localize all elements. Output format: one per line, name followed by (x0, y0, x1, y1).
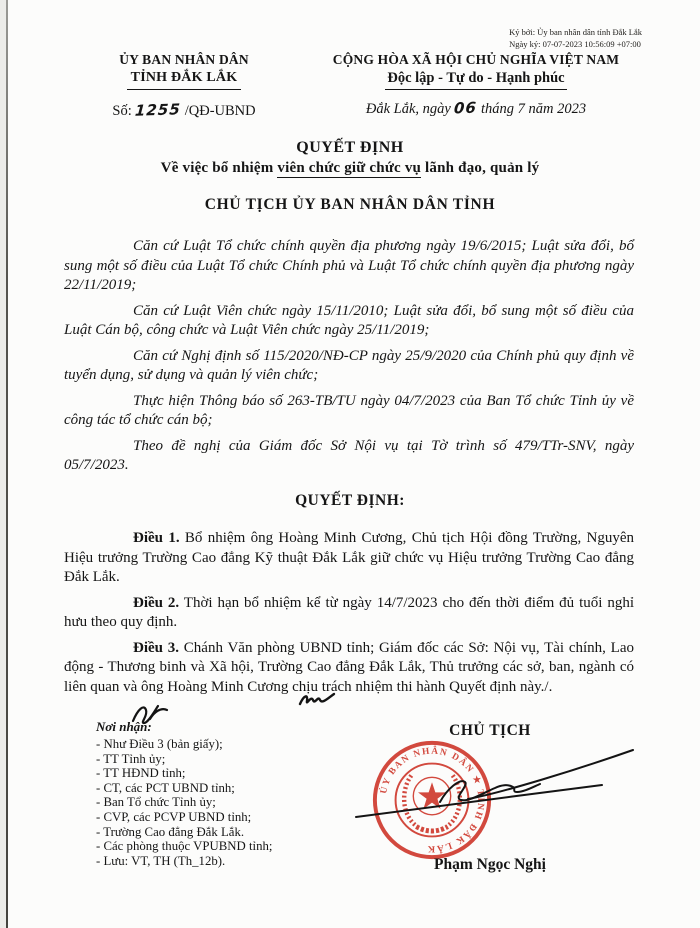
digital-signature-info (509, 26, 642, 51)
document-number-value: 1255 (134, 100, 182, 120)
recipient-item: - TT Tỉnh ủy; (96, 751, 166, 766)
preamble-paragraph: Thực hiện Thông báo số 263-TB/TU ngày 04/7/2023 của Ban Tổ chức Tỉnh ủy về công tác tổ chức cán bộ; (64, 392, 634, 428)
recipient-item: - CT, các PCT UBND tỉnh; (96, 780, 235, 795)
signer-name: Phạm Ngọc Nghị (434, 856, 546, 873)
place-date-suffix: tháng 7 năm 2023 (480, 101, 587, 117)
place-and-date (308, 99, 644, 118)
subject-underlined: viên chức giữ chức vụ (277, 160, 422, 176)
recipient-item: - Trường Cao đẳng Đắk Lắk. (96, 824, 245, 839)
document-title: QUYẾT ĐỊNH (296, 139, 404, 156)
recipient-item: - Các phòng thuộc VPUBND tỉnh; (96, 839, 273, 854)
article-1-label: Điều 1. (133, 530, 180, 546)
national-motto-block (308, 52, 644, 120)
issuing-org-line2: TỈNH ĐẮK LẮK (127, 70, 242, 90)
national-motto-line2: Độc lập - Tự do - Hạnh phúc (385, 70, 566, 90)
signer-title: CHỦ TỊCH (449, 722, 531, 739)
preamble-section (64, 237, 634, 482)
preamble-paragraph: Theo đề nghị của Giám đốc Sở Nội vụ tại Tờ trình số 479/TTr-SNV, ngày 05/7/2023. (64, 437, 634, 473)
national-motto-line1: CỘNG HÒA XÃ HỘI CHỦ NGHĨA VIỆT NAM (332, 52, 620, 67)
article-3-text: Chánh Văn phòng UBND tỉnh; Giám đốc các Sở: Nội vụ, Tài chính, Lao động - Thương binh và Xã hội, Trường Cao đẳng Đắk Lắk, Thủ trưởng các sở, ban, ngành có liên quan và ông Hoàng Minh Cương chịu trách nhiệm thi hành Quyết định này./. (64, 639, 634, 695)
document-number (60, 101, 308, 120)
handwritten-flourish (298, 690, 336, 710)
recipient-item: - Ban Tổ chức Tỉnh ủy; (96, 795, 216, 810)
issuing-org-line1: ỦY BAN NHÂN DÂN (119, 52, 249, 67)
recipients-label: Nơi nhận: (96, 719, 152, 734)
handwritten-initial-scribble (129, 701, 171, 727)
recipient-item: - CVP, các PCVP UBND tỉnh; (96, 809, 252, 824)
article-1 (64, 529, 634, 588)
articles-section (64, 529, 634, 703)
article-2-label: Điều 2. (133, 594, 180, 611)
document-title-block (0, 139, 700, 214)
preamble-paragraph: Căn cứ Luật Viên chức ngày 15/11/2010; Luật sửa đổi, bổ sung một số điều của Luật Cán bộ, công chức và Luật Viên chức ngày 25/11/2019; (64, 302, 634, 338)
issuing-authority-block (60, 52, 308, 120)
deciding-authority: CHỦ TỊCH ỦY BAN NHÂN DÂN TỈNH (204, 196, 496, 213)
stamp-ring-text: ỦY BAN NHÂN DÂN ★ TỈNH ĐẮK LẮK (379, 746, 486, 854)
article-3 (64, 639, 634, 698)
decision-heading: QUYẾT ĐỊNH: (295, 492, 405, 509)
date-day-handwritten: 06 (453, 98, 479, 118)
digital-signature-date: Ngày ký: 07-07-2023 10:56:09 +07:00 (509, 39, 641, 50)
recipients-block (96, 719, 272, 868)
article-3-label: Điều 3. (133, 639, 180, 656)
document-subject (0, 160, 700, 177)
preamble-paragraph: Căn cứ Nghị định số 115/2020/NĐ-CP ngày 25/9/2020 của Chính phủ quy định về tuyển dụng, sử dụng và quản lý viên chức; (64, 347, 634, 383)
digital-signature-signer: Ký bởi: Ủy ban nhân dân tỉnh Đắk Lắk (509, 27, 642, 37)
recipient-item: - TT HĐND tỉnh; (96, 766, 186, 781)
place-date-prefix: Đắk Lắk, ngày (365, 101, 451, 117)
handwritten-signature (336, 733, 648, 829)
recipient-item: - Lưu: VT, TH (Th_12b). (96, 853, 226, 868)
document-number-label: Số: (112, 103, 132, 119)
document-header (60, 52, 644, 120)
article-1-text: Bổ nhiệm ông Hoàng Minh Cương, Chủ tịch Hội đồng Trường, Nguyên Hiệu trưởng Trường Cao đẳng Kỹ thuật Đắk Lắk giữ chức vụ Hiệu trưởng Trường Cao đẳng Đắk Lắk. (64, 530, 635, 585)
article-2-text: Thời hạn bổ nhiệm kể từ ngày 14/7/2023 cho đến thời điểm đủ tuổi nghỉ hưu theo quy định. (64, 594, 635, 630)
article-2 (64, 594, 634, 633)
recipient-item: - Như Điều 3 (bản giấy); (96, 737, 223, 751)
preamble-paragraph: Căn cứ Luật Tổ chức chính quyền địa phương ngày 19/6/2015; Luật sửa đổi, bổ sung một số điều của Luật Tổ chức Chính phủ và Luật Tổ chức chính quyền địa phương ngày 22/11/2019; (64, 238, 634, 293)
subject-suffix: lãnh đạo, quản lý (421, 160, 540, 176)
document-number-suffix: /QĐ-UBND (184, 103, 256, 119)
subject-prefix: Về việc bổ nhiệm (160, 160, 278, 176)
